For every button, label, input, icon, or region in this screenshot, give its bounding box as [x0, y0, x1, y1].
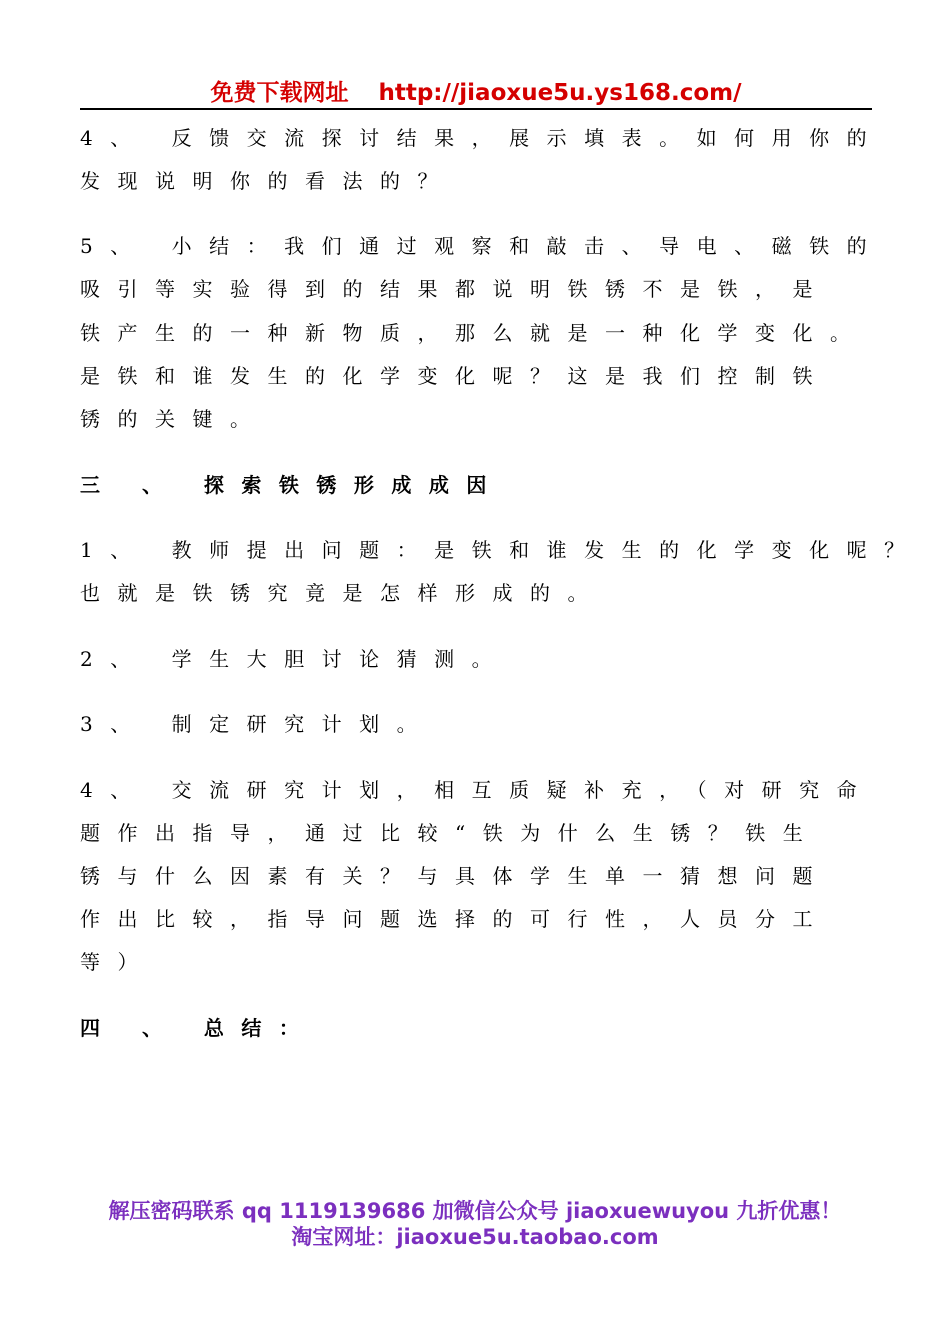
body-line: 3、 制定研究计划。: [80, 712, 435, 736]
body-line: 锈与什么因素有关？与具体学生单一猜想问题: [80, 864, 830, 888]
body-line: 1、 教师提出问题：是铁和谁发生的化学变化呢？: [80, 538, 922, 562]
footer-shop-link[interactable]: 淘宝网址：jiaoxue5u.taobao.com: [291, 1225, 659, 1249]
page-header: [80, 78, 872, 110]
footer-contact: 解压密码联系 qq 1119139686 加微信公众号 jiaoxuewuyou 九折优惠！: [108, 1199, 842, 1223]
body-line: 4、 反馈交流探讨结果，展示填表。如何用你的: [80, 126, 885, 150]
body-line: 题作出指导，通过比较“铁为什么生锈？铁生: [80, 821, 821, 845]
body-line: 也就是铁锈究竟是怎样形成的。: [80, 581, 605, 605]
body-line: 吸引等实验得到的结果都说明铁锈不是铁，是: [80, 277, 830, 301]
body-line: 是铁和谁发生的化学变化呢？这是我们控制铁: [80, 364, 830, 388]
body-line: 锈的关键。: [80, 407, 268, 431]
body-line: 等）: [80, 950, 155, 974]
header-label: 免费下载网址: [210, 80, 349, 106]
body-line: 5、 小结：我们通过观察和敲击、导电、磁铁的: [80, 234, 885, 258]
body-line: 2、 学生大胆讨论猜测。: [80, 647, 510, 671]
body-line: 4、 交流研究计划，相互质疑补充，（对研究命: [80, 778, 875, 802]
body-line: 发现说明你的看法的？: [80, 169, 455, 193]
body-line: 铁产生的一种新物质，那么就是一种化学变化。: [80, 321, 868, 345]
header-url-link[interactable]: http://jiaoxue5u.ys168.com/: [378, 80, 742, 106]
section-heading: 四 、 总结：: [80, 1016, 317, 1040]
body-line: 作出比较，指导问题选择的可行性，人员分工: [80, 907, 830, 931]
section-heading: 三 、 探索铁锈形成成因: [80, 473, 504, 497]
